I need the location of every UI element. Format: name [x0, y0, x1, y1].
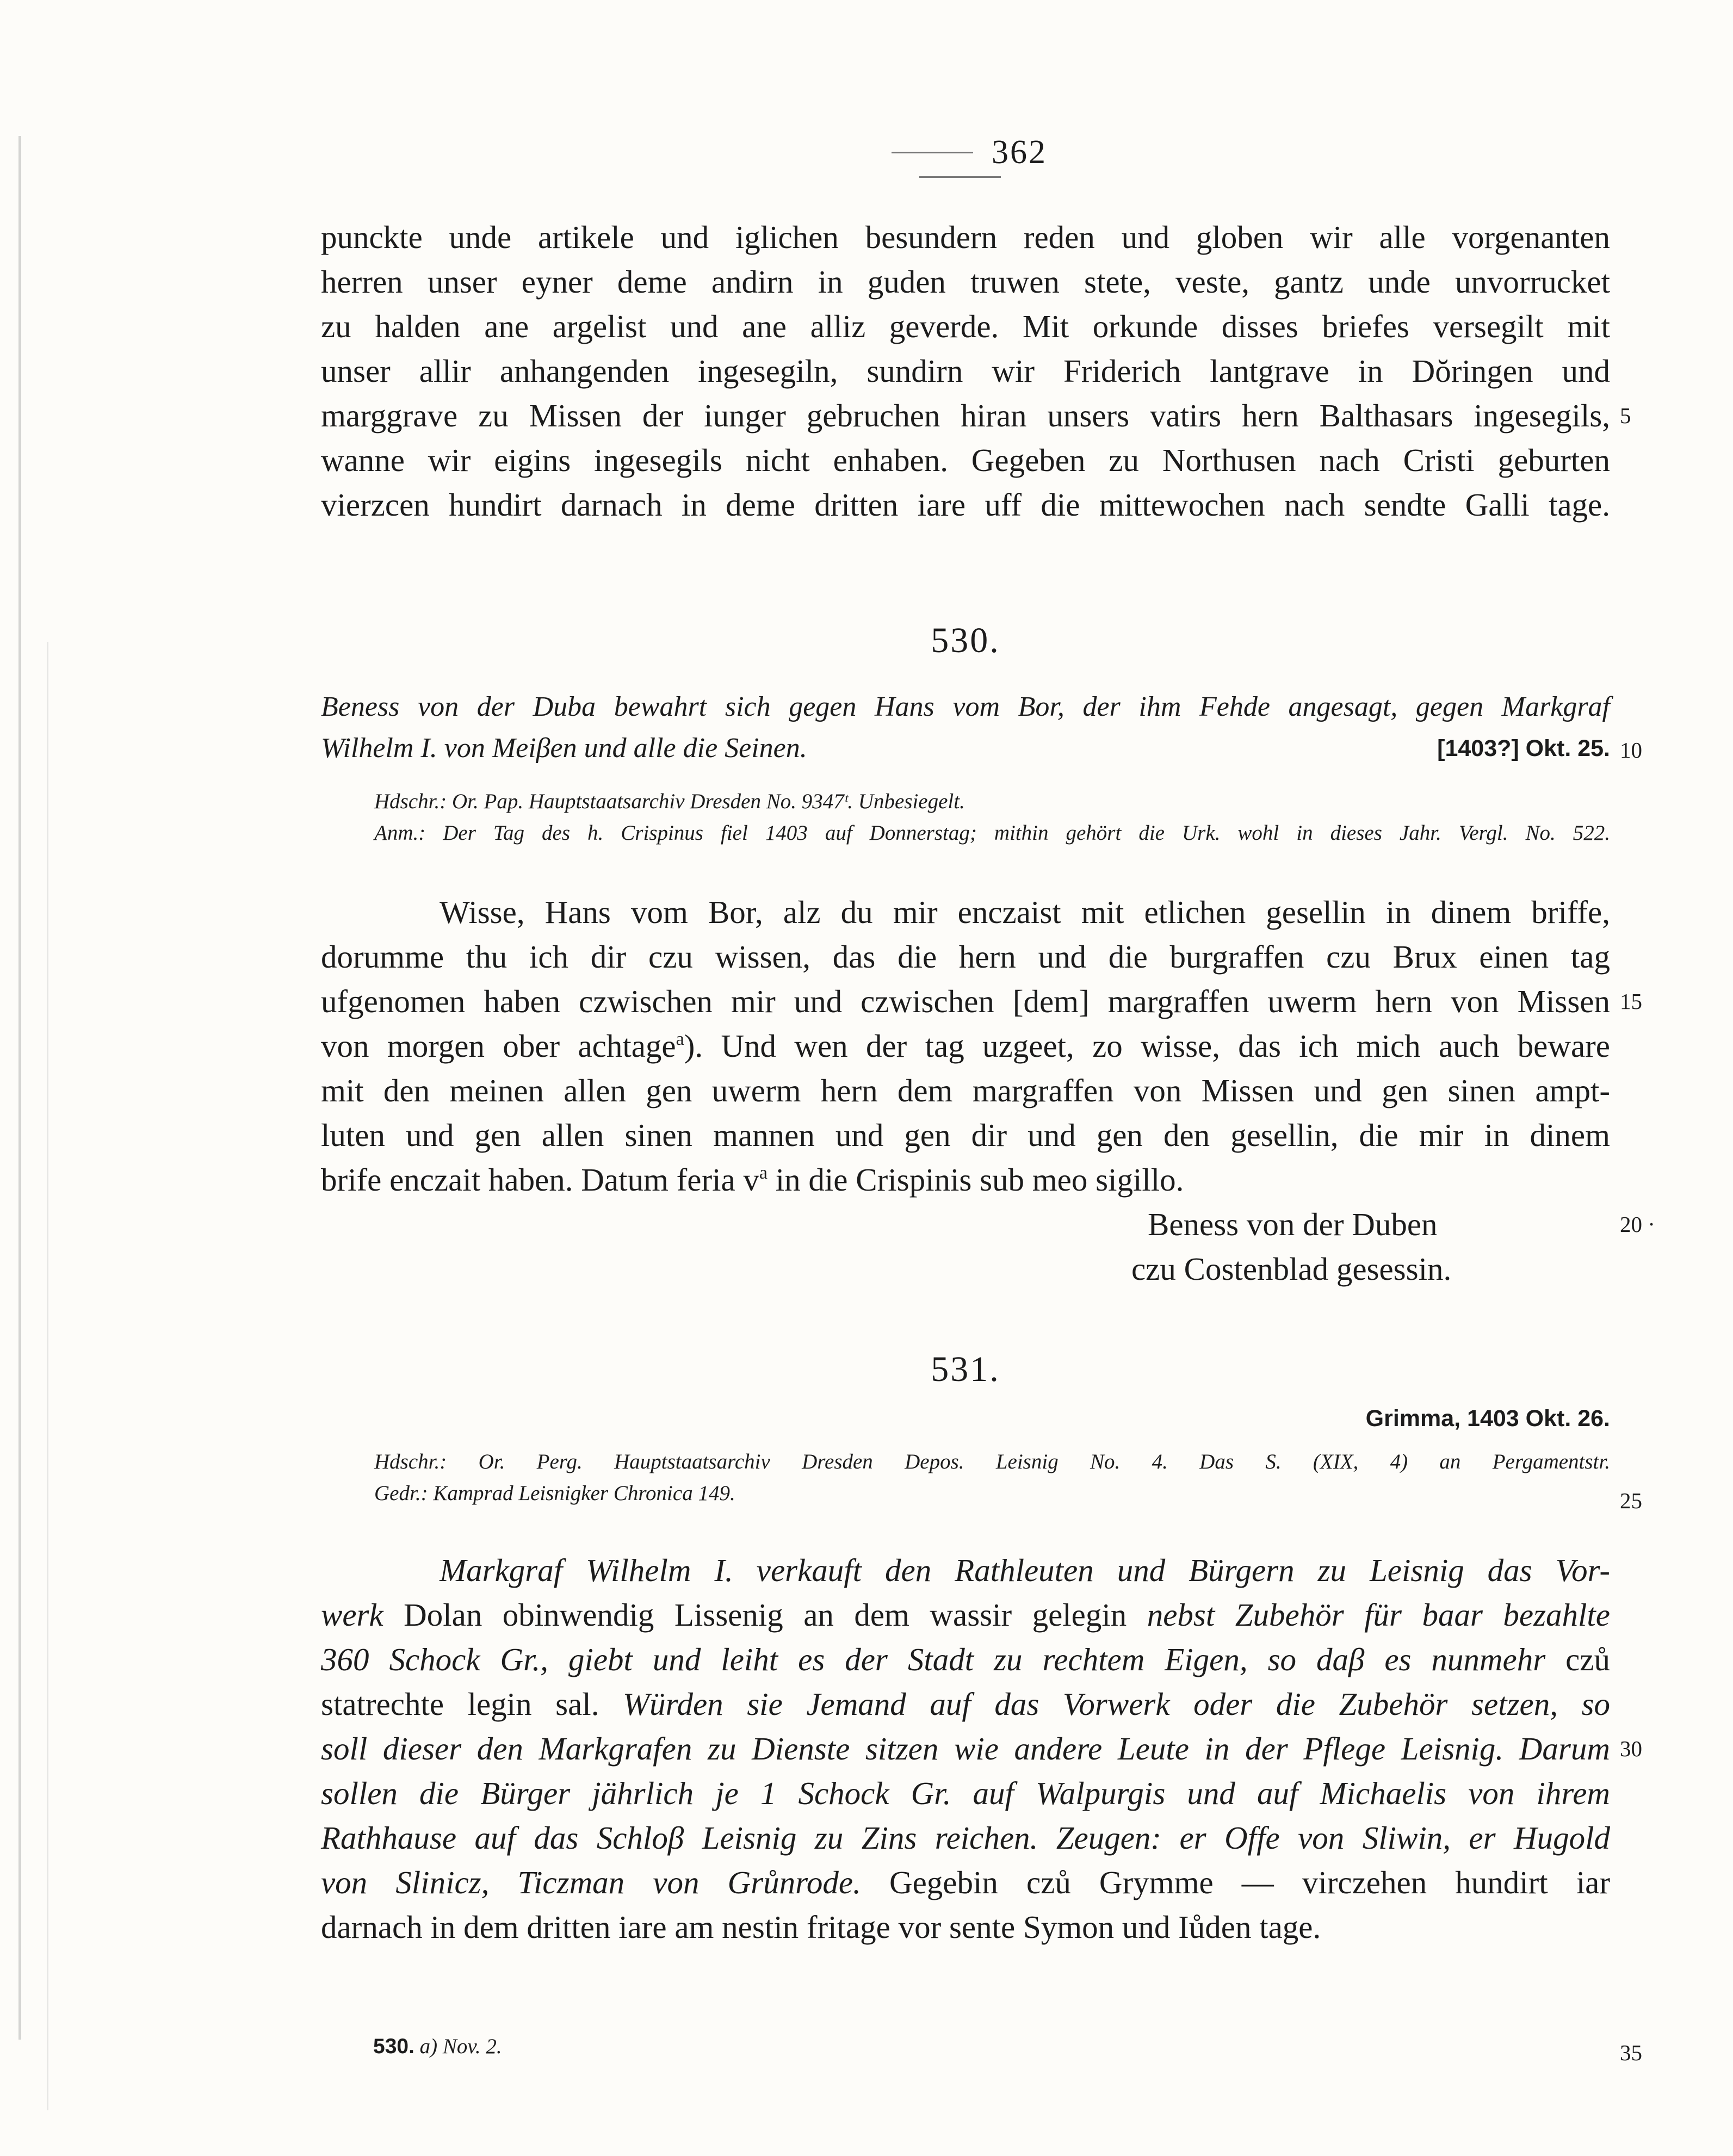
- text-run: Gegebin czů Grymme — virczehen hundirt iar: [861, 1864, 1611, 1900]
- margin-line-number: 10: [1620, 738, 1642, 763]
- text-line: ufgenomen haben czwischen mir und czwischen [dem] margraffen uwerm hern von Missen: [321, 983, 1610, 1019]
- text-line: vierzcen hundirt darnach in deme dritten iare uff die mittewochen nach sendte Galli tage.: [321, 487, 1610, 523]
- page-number: 362: [992, 134, 1047, 171]
- text-line: zu halden ane argelist und ane alliz geverde. Mit orkunde disses briefes versegilt mit: [321, 308, 1610, 344]
- text-line: wanne wir eigins ingesegils nicht enhaben. Gegeben zu Northusen nach Cristi geburten: [321, 442, 1610, 478]
- page-header: [816, 133, 1104, 188]
- margin-line-number: 30: [1620, 1736, 1642, 1761]
- text-run: Dolan obinwendig Lissenig an dem wassir gelegin: [383, 1597, 1147, 1633]
- text-line: [321, 1637, 1610, 1682]
- text-line: [321, 1860, 1610, 1905]
- document-number: 531.: [931, 1349, 1000, 1389]
- text-line: [321, 1593, 1610, 1637]
- italic-run: nebst Zubehör für baar bezahlte: [1147, 1597, 1610, 1633]
- signature-line: Beness von der Duben: [1148, 1206, 1438, 1242]
- header-rule-right: [919, 176, 1001, 178]
- binding-edge: [47, 642, 48, 2110]
- header-rule-left: [892, 152, 973, 153]
- text-run: in die Crispinis sub meo sigillo.: [768, 1162, 1184, 1198]
- text-line: luten und gen allen sinen mannen und gen dir und gen den gesellin, die mir in dinem: [321, 1117, 1610, 1153]
- document-date: Grimma, 1403 Okt. 26.: [1365, 1405, 1610, 1432]
- regest-line: Beness von der Duba bewahrt sich gegen Hans vom Bor, der ihm Fehde angesagt, gegen Markgraf: [321, 691, 1610, 722]
- italic-run: von Slinicz, Ticzman von Grůnrode.: [321, 1864, 861, 1900]
- footnote: [373, 2030, 502, 2063]
- margin-line-number: 5: [1620, 403, 1631, 428]
- signature-line: czu Costenblad gesessin.: [1131, 1251, 1452, 1287]
- text-line: sollen die Bürger jährlich je 1 Schock Gr. auf Walpurgis und auf Michaelis von ihrem: [321, 1775, 1610, 1811]
- print-note: Gedr.: Kamprad Leisnigker Chronica 149.: [374, 1482, 735, 1505]
- regest-line: Wilhelm I. von Meiβen und alle die Seinen.: [321, 733, 807, 764]
- text-line: punckte unde artikele und iglichen besundern reden und globen wir alle vorgenanten: [321, 219, 1610, 255]
- text-line: herren unser eyner deme andirn in guden truwen stete, veste, gantz unde unvorrucket: [321, 264, 1610, 300]
- footnote-number: 530.: [373, 2035, 414, 2058]
- text-line: soll dieser den Markgrafen zu Dienste sitzen wie andere Leute in der Pflege Leisnig. Darum: [321, 1731, 1610, 1767]
- source-note: Hdschr.: Or. Perg. Hauptstaatsarchiv Dresden Depos. Leisnig No. 4. Das S. (XIX, 4) an Pergamentstr.: [374, 1450, 1610, 1473]
- italic-run: 360 Schock Gr., giebt und leiht es der Stadt zu rechtem Eigen, so daβ es nunmehr: [321, 1641, 1546, 1677]
- text-run: statrechte legin sal.: [321, 1686, 623, 1722]
- source-note: Hdschr.: Or. Pap. Hauptstaatsarchiv Dresden No. 9347ᵗ. Unbesiegelt.: [374, 790, 965, 813]
- footnote-marker: a: [676, 1029, 684, 1049]
- text-line: marggrave zu Missen der iunger gebruchen hiran unsers vatirs hern Balthasars ingesegils,: [321, 398, 1610, 433]
- text-line: [321, 1024, 1610, 1068]
- margin-line-number: 20 ·: [1620, 1202, 1655, 1247]
- footnote-text: a) Nov. 2.: [414, 2035, 502, 2058]
- text-line: [321, 1157, 1184, 1202]
- italic-run: Würden sie Jemand auf das Vorwerk oder die Zubehör setzen, so: [623, 1686, 1610, 1722]
- text-line: Rathhause auf das Schloβ Leisnig zu Zins reichen. Zeugen: er Offe von Sliwin, er Hugold: [321, 1820, 1610, 1856]
- italic-run: werk: [321, 1597, 383, 1633]
- text-run: ). Und wen der tag uzgeet, zo wisse, das ich mich auch beware: [684, 1028, 1610, 1064]
- document-date: [1403?] Okt. 25.: [1437, 735, 1610, 761]
- margin-line-number: 15: [1620, 989, 1642, 1014]
- text-line: darnach in dem dritten iare am nestin fritage vor sente Symon und Iůden tage.: [321, 1909, 1321, 1945]
- superscript: a: [759, 1163, 768, 1183]
- text-line: Wisse, Hans vom Bor, alz du mir enczaist mit etlichen gesellin in dinem briffe,: [440, 894, 1610, 930]
- binding-edge: [18, 136, 21, 2040]
- document-number: 530.: [931, 621, 1000, 660]
- text-line: dorumme thu ich dir czu wissen, das die hern und die burgraffen czu Brux einen tag: [321, 939, 1610, 975]
- text-line: mit den meinen allen gen uwerm hern dem margraffen von Missen und gen sinen ampt-: [321, 1073, 1610, 1108]
- text-run: czů: [1545, 1641, 1610, 1677]
- text-line: Markgraf Wilhelm I. verkauft den Rathleuten und Bürgern zu Leisnig das Vor-: [440, 1552, 1610, 1588]
- text-run: brife enczait haben. Datum feria v: [321, 1162, 759, 1198]
- annotation-note: Anm.: Der Tag des h. Crispinus fiel 1403 auf Donnerstag; mithin gehört die Urk. wohl in dieses Jahr. Vergl. No. 522.: [374, 821, 1610, 845]
- text-line: unser allir anhangenden ingesegiln, sundirn wir Friderich lantgrave in Dŏringen und: [321, 353, 1610, 389]
- text-run: von morgen ober achtage: [321, 1028, 676, 1064]
- text-line: [321, 1682, 1610, 1726]
- margin-line-number: 25: [1620, 1488, 1642, 1513]
- margin-line-number: 35: [1620, 2040, 1642, 2065]
